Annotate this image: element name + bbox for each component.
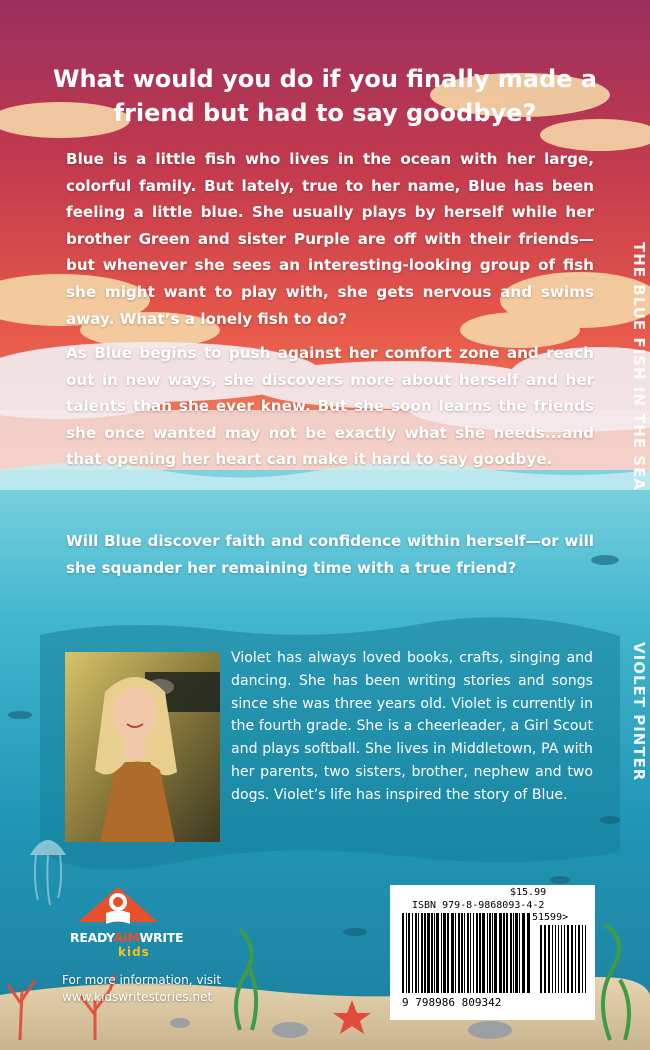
barcode-bars [400, 913, 590, 993]
blurb-paragraph: Will Blue discover faith and confidence within herself—or will she squander her remaining time with a true friend? [66, 532, 594, 577]
publisher-kids: kids [118, 945, 150, 959]
publisher-wordmark: READYAIMWRITE [70, 930, 184, 945]
author-bio: Violet has always loved books, crafts, singing and dancing. She has been writing stories and songs since she was three years old. Violet is currently in the fourth grade. She is a cheerleader, a Girl Scout and plays softball. She lives in Middletown, PA with her parents, two sisters, brother, nephew and two dogs. Violet’s life has inspired the story of Blue. [231, 650, 593, 803]
headline: What would you do if you finally made a friend but had to say goodbye? [52, 65, 598, 127]
blurb-paragraph: As Blue begins to push against her comfort zone and reach out in new ways, she discovers more about herself and her talents than she ever knew. But she soon learns the friends she once wanted may not be exactly what she needs...and that opening her heart can make it hard to say goodbye. [66, 344, 594, 469]
isbn-barcode [390, 885, 595, 1020]
info-line: For more information, visit [62, 973, 222, 987]
price-addon: 51599> [532, 912, 569, 923]
price: $15.99 [510, 887, 547, 898]
website-link[interactable]: www.kidswritestories.net [62, 990, 213, 1004]
spine-author: VIOLET PINTER [630, 642, 648, 782]
blurb-paragraph: Blue is a little fish who lives in the ocean with her large, colorful family. But lately, true to her name, Blue has been feeling a little blue. She usually plays by herself while her brother Green and sister Purple are off with their friends—but whenever she sees an interesting-looking group of fish she might want to play with, she gets nervous and swims away. What’s a lonely fish to do? [66, 150, 594, 328]
publisher-info [62, 972, 282, 1006]
spine-title: THE BLUE FISH IN THE SEA [630, 242, 648, 492]
isbn-number: ISBN 979-8-9868093-4-2 [412, 900, 545, 911]
author-photo [65, 652, 220, 842]
ean-number: 9 798986 809342 [402, 996, 502, 1009]
